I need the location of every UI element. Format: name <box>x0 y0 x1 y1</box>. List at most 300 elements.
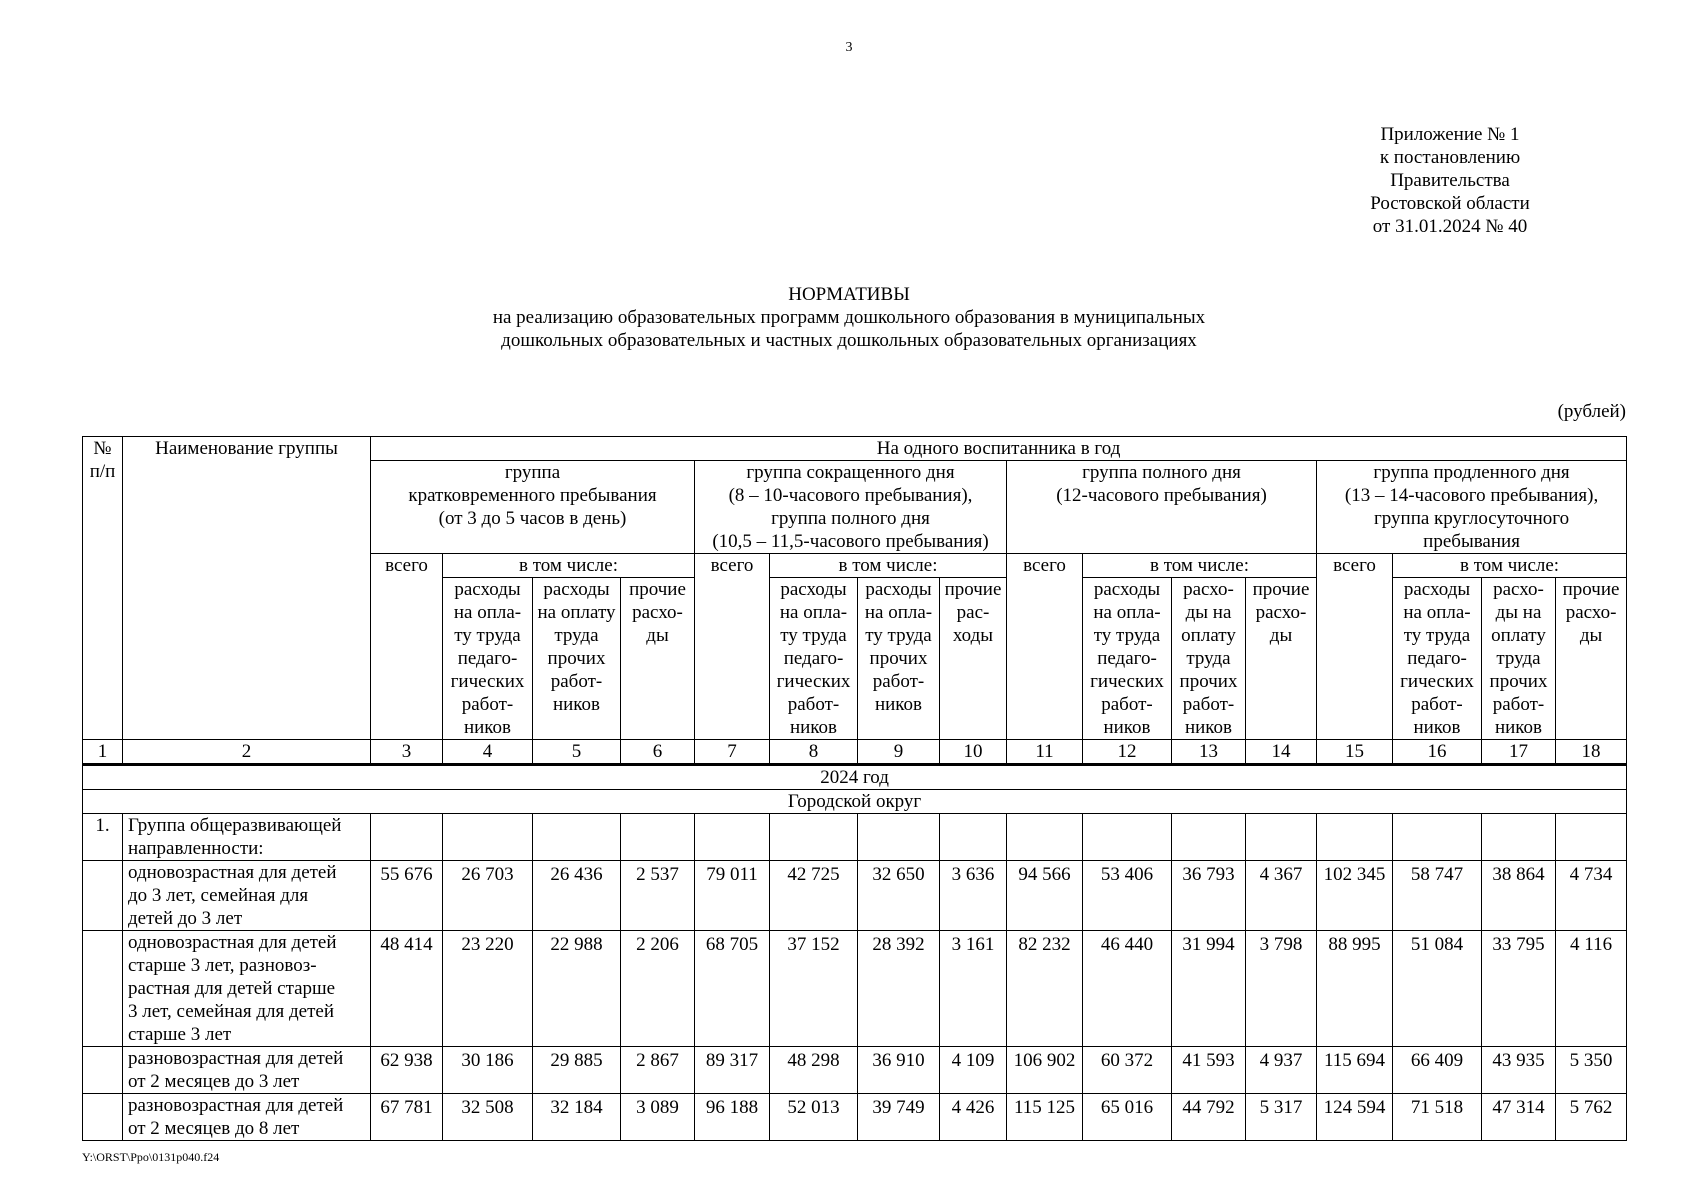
value-cell <box>858 931 940 1047</box>
cell-line: 10 <box>963 741 983 762</box>
cell-line: прочие <box>1252 579 1310 600</box>
district-row <box>83 790 1627 814</box>
value-cell <box>940 931 1007 1047</box>
row-name <box>123 931 371 1047</box>
value-cell <box>533 931 621 1047</box>
cell-line: 26 703 <box>461 864 514 885</box>
value-cell <box>695 861 770 931</box>
cell-line: работ- <box>1411 694 1463 715</box>
cell-line: ту труда <box>1403 625 1471 646</box>
value-cell <box>1007 931 1083 1047</box>
value-cell <box>1246 861 1317 931</box>
cell-line: 3 <box>401 741 412 762</box>
cell-line: в том числе: <box>1149 555 1250 576</box>
cell-line: кратковременного пребывания <box>408 485 657 506</box>
value-cell <box>443 861 533 931</box>
empty-cell <box>858 814 940 861</box>
cell-line: детей до 3 лет <box>128 908 243 929</box>
value-cell <box>1556 1094 1627 1141</box>
cell-line: 9 <box>893 741 904 762</box>
value-cell <box>1482 861 1556 931</box>
cell-line: 4 367 <box>1259 864 1303 885</box>
value-cell <box>1083 931 1172 1047</box>
cell-line: 68 705 <box>705 934 759 955</box>
table-row <box>83 931 1627 1047</box>
cell-line: всего <box>1023 555 1066 576</box>
cell-line: 33 795 <box>1492 934 1545 955</box>
value-cell <box>1556 861 1627 931</box>
column-number <box>371 740 443 765</box>
appendix-line: Ростовской области <box>1370 193 1530 214</box>
cell-line: прочих <box>869 648 928 669</box>
cell-line: 58 747 <box>1410 864 1464 885</box>
cell-line: 115 694 <box>1323 1050 1386 1071</box>
cell-line: ды <box>646 625 669 646</box>
cell-line: ды <box>1269 625 1293 646</box>
cell-line: разновозрастная для детей <box>128 1095 344 1116</box>
cell-line: пребывания <box>1423 531 1520 552</box>
empty-cell <box>443 814 533 861</box>
cell-line: ту труда <box>780 625 847 646</box>
value-cell <box>1317 861 1393 931</box>
column-number <box>621 740 695 765</box>
value-cell <box>621 1047 695 1094</box>
cell-line: ников <box>552 694 601 715</box>
value-cell <box>1172 1094 1246 1141</box>
column-number <box>1393 740 1482 765</box>
cell-line: ников <box>1413 717 1461 738</box>
page-number: 3 <box>845 40 853 55</box>
cell-line: на оплату <box>537 602 616 623</box>
cell-line: 71 518 <box>1410 1097 1464 1118</box>
value-cell <box>1246 931 1317 1047</box>
cell-line: 2024 год <box>820 767 889 788</box>
header-sub <box>1172 578 1246 740</box>
value-cell <box>770 861 858 931</box>
value-cell <box>858 861 940 931</box>
row-number <box>83 931 123 1047</box>
cell-line: группа сокращенного дня <box>746 462 955 483</box>
header-sub <box>858 578 940 740</box>
cell-line: 106 902 <box>1013 1050 1076 1071</box>
cell-line: 4 <box>482 741 493 762</box>
appendix-block <box>1300 123 1600 238</box>
header-total <box>1007 554 1083 740</box>
cell-line: 12 <box>1117 741 1137 762</box>
column-number <box>940 740 1007 765</box>
header-total <box>695 554 770 740</box>
cell-line: одновозрастная для детей <box>128 862 337 883</box>
cell-line: 6 <box>652 741 663 762</box>
cell-line: 2 867 <box>636 1050 679 1071</box>
cell-line: ников <box>463 717 512 738</box>
cell-line: ды на <box>1495 602 1542 623</box>
cell-line: 32 508 <box>461 1097 514 1118</box>
value-cell <box>1172 861 1246 931</box>
cell-line: 2 537 <box>636 864 679 885</box>
cell-line: гических <box>776 671 851 692</box>
value-cell <box>371 1094 443 1141</box>
cell-line: расходы <box>454 579 521 600</box>
cell-line: педаго- <box>1097 648 1157 669</box>
title-line-1: на реализацию образовательных программ дошкольного образования в муниципальных <box>492 307 1206 328</box>
cell-line: от 2 месяцев до 3 лет <box>128 1071 300 1092</box>
empty-cell <box>1083 814 1172 861</box>
cell-line: 2 206 <box>636 934 679 955</box>
cell-line: 39 749 <box>872 1097 925 1118</box>
cell-line: ту труда <box>1093 625 1161 646</box>
cell-line: 1. <box>95 815 110 836</box>
value-cell <box>1246 1094 1317 1141</box>
cell-line: оплату <box>1181 625 1236 646</box>
header-including <box>1393 554 1627 578</box>
cell-line: труда <box>1496 648 1541 669</box>
value-cell <box>533 1094 621 1141</box>
value-cell <box>371 931 443 1047</box>
cell-line: педаго- <box>1407 648 1467 669</box>
row-name <box>123 1047 371 1094</box>
row-number <box>83 1094 123 1141</box>
header-including <box>443 554 695 578</box>
cell-line: 4 116 <box>1570 934 1613 955</box>
value-cell <box>621 861 695 931</box>
header-sub <box>1556 578 1627 740</box>
cell-line: ников <box>1103 717 1151 738</box>
cell-line: расхо- <box>1565 602 1617 623</box>
cell-line: 51 084 <box>1410 934 1464 955</box>
cell-line: 48 298 <box>787 1050 840 1071</box>
cell-line: гических <box>1090 671 1164 692</box>
cell-line: работ- <box>1101 694 1153 715</box>
cell-line: работ- <box>872 671 925 692</box>
cell-line: 62 938 <box>380 1050 433 1071</box>
cell-line: 5 <box>571 741 582 762</box>
header-name <box>123 437 371 740</box>
cell-line: прочих <box>1489 671 1548 692</box>
column-number <box>533 740 621 765</box>
header-sub <box>1482 578 1556 740</box>
value-cell <box>1172 931 1246 1047</box>
empty-cell <box>621 814 695 861</box>
value-cell <box>1246 1047 1317 1094</box>
value-cell <box>371 861 443 931</box>
cell-line: всего <box>710 555 754 576</box>
empty-cell <box>1246 814 1317 861</box>
cell-line: расходы <box>543 579 610 600</box>
header-per-child <box>371 437 1627 461</box>
cell-line: старше 3 лет <box>128 1024 232 1045</box>
cell-line: ту труда <box>865 625 932 646</box>
value-cell <box>1317 1047 1393 1094</box>
cell-line: (10,5 – 11,5-часового пребывания) <box>712 531 989 552</box>
value-cell <box>1317 931 1393 1047</box>
cell-line: оплату <box>1491 625 1546 646</box>
empty-cell <box>695 814 770 861</box>
group-title <box>123 814 371 861</box>
cell-line: прочих <box>1179 671 1238 692</box>
value-cell <box>695 1047 770 1094</box>
table-row <box>83 861 1627 931</box>
value-cell <box>1482 1047 1556 1094</box>
cell-line: 22 988 <box>550 934 603 955</box>
cell-line: 94 566 <box>1018 864 1071 885</box>
value-cell <box>1482 1094 1556 1141</box>
empty-cell <box>533 814 621 861</box>
cell-line: 53 406 <box>1100 864 1154 885</box>
column-number <box>83 740 123 765</box>
value-cell <box>1083 861 1172 931</box>
cell-line: 42 725 <box>787 864 840 885</box>
cell-line: на опла- <box>779 602 848 623</box>
cell-line: ту труда <box>454 625 521 646</box>
cell-line: расходы <box>865 579 932 600</box>
cell-line: п/п <box>89 461 116 482</box>
cell-line: на опла- <box>864 602 933 623</box>
cell-line: 29 885 <box>550 1050 603 1071</box>
cell-line: 8 <box>808 741 819 762</box>
header-group <box>1317 461 1627 554</box>
cell-line: 30 186 <box>461 1050 514 1071</box>
value-cell <box>533 1047 621 1094</box>
cell-line: 3 798 <box>1259 934 1303 955</box>
header-sub <box>443 578 533 740</box>
value-cell <box>1393 931 1482 1047</box>
cell-line: 3 лет, семейная для детей <box>128 1001 334 1022</box>
header-sub <box>1083 578 1172 740</box>
cell-line: 52 013 <box>787 1097 840 1118</box>
cell-line: 11 <box>1035 741 1054 762</box>
cell-line: (13 – 14-часового пребывания), <box>1344 485 1599 506</box>
column-number <box>1083 740 1172 765</box>
cell-line: 5 762 <box>1569 1097 1613 1118</box>
empty-cell <box>1482 814 1556 861</box>
cell-line: расхо- <box>632 602 683 623</box>
value-cell <box>371 1047 443 1094</box>
value-cell <box>695 1094 770 1141</box>
cell-line: 67 781 <box>380 1097 433 1118</box>
cell-line: 7 <box>727 741 737 762</box>
cell-line: педаго- <box>457 648 518 669</box>
cell-line: 26 436 <box>550 864 603 885</box>
units-label: (рублей) <box>1557 401 1626 422</box>
value-cell <box>940 861 1007 931</box>
cell-line: 38 864 <box>1492 864 1545 885</box>
cell-line: на опла- <box>453 602 522 623</box>
cell-line: ников <box>1494 717 1543 738</box>
header-sub <box>621 578 695 740</box>
cell-line: рас- <box>956 602 990 623</box>
cell-line: (от 3 до 5 часов в день) <box>438 508 627 529</box>
cell-line: 4 426 <box>951 1097 995 1118</box>
cell-line: 66 409 <box>1410 1050 1464 1071</box>
header-including <box>770 554 1007 578</box>
cell-line: работ- <box>787 694 840 715</box>
norms-table <box>82 436 1627 1141</box>
cell-line: 36 793 <box>1182 864 1235 885</box>
cell-line: ды <box>1579 625 1603 646</box>
column-number <box>1246 740 1317 765</box>
value-cell <box>770 1094 858 1141</box>
cell-line: 15 <box>1345 741 1364 762</box>
cell-line: 44 792 <box>1182 1097 1235 1118</box>
value-cell <box>443 1094 533 1141</box>
value-cell <box>443 931 533 1047</box>
title-heading: НОРМАТИВЫ <box>788 284 910 305</box>
column-number <box>1556 740 1627 765</box>
cell-line: группа полного дня <box>1082 462 1241 483</box>
header-sub <box>940 578 1007 740</box>
cell-line: ников <box>1184 717 1233 738</box>
value-cell <box>858 1094 940 1141</box>
value-cell <box>1172 1047 1246 1094</box>
cell-line: 36 910 <box>872 1050 925 1071</box>
cell-line: 32 184 <box>550 1097 603 1118</box>
cell-line: Городской округ <box>787 791 922 812</box>
value-cell <box>1556 1047 1627 1094</box>
cell-line: 102 345 <box>1323 864 1386 885</box>
cell-line: старше 3 лет, разновоз- <box>128 955 317 976</box>
cell-line: до 3 лет, семейная для <box>128 885 309 906</box>
cell-line: 17 <box>1509 741 1528 762</box>
value-cell <box>443 1047 533 1094</box>
cell-line: 18 <box>1581 741 1601 762</box>
column-number <box>858 740 940 765</box>
cell-line: 3 089 <box>636 1097 679 1118</box>
header-sub <box>1246 578 1317 740</box>
cell-line: прочих <box>547 648 606 669</box>
cell-line: всего <box>1333 555 1376 576</box>
value-cell <box>1083 1047 1172 1094</box>
row-number <box>83 861 123 931</box>
empty-cell <box>770 814 858 861</box>
value-cell <box>1317 1094 1393 1141</box>
file-path-footer: Y:\ORST\Ppo\0131p040.f24 <box>82 1150 220 1164</box>
value-cell <box>695 931 770 1047</box>
cell-line: 89 317 <box>705 1050 759 1071</box>
group-number <box>83 814 123 861</box>
cell-line: ников <box>874 694 923 715</box>
cell-line: 32 650 <box>872 864 925 885</box>
value-cell <box>1007 1094 1083 1141</box>
header-group <box>1007 461 1317 554</box>
cell-line: растная для детей старше <box>128 978 336 999</box>
cell-line: на опла- <box>1093 602 1161 623</box>
cell-line: на опла- <box>1403 602 1471 623</box>
value-cell <box>1482 931 1556 1047</box>
cell-line: На одного воспитанника в год <box>876 438 1121 459</box>
empty-cell <box>1393 814 1482 861</box>
cell-line: 47 314 <box>1492 1097 1545 1118</box>
cell-line: 16 <box>1427 741 1447 762</box>
cell-line: (12-часового пребывания) <box>1056 485 1267 506</box>
table-row <box>83 1094 1627 1141</box>
document-title <box>0 283 1698 352</box>
cell-line: в том числе: <box>1460 555 1560 576</box>
cell-line: расхо- <box>1183 579 1234 600</box>
header-group <box>695 461 1007 554</box>
cell-line: педаго- <box>783 648 844 669</box>
cell-line: разновозрастная для детей <box>128 1048 344 1069</box>
cell-line: 3 161 <box>951 934 995 955</box>
row-name <box>123 861 371 931</box>
value-cell <box>940 1094 1007 1141</box>
cell-line: 37 152 <box>787 934 840 955</box>
column-number <box>770 740 858 765</box>
cell-line: 115 125 <box>1013 1097 1076 1118</box>
value-cell <box>621 931 695 1047</box>
appendix-line: Правительства <box>1390 170 1510 191</box>
value-cell <box>1393 1047 1482 1094</box>
cell-line: 4 109 <box>951 1050 995 1071</box>
header-sub <box>533 578 621 740</box>
cell-line: 13 <box>1199 741 1218 762</box>
cell-line: одновозрастная для детей <box>128 932 337 953</box>
cell-line: 48 414 <box>380 934 433 955</box>
cell-line: 28 392 <box>872 934 925 955</box>
appendix-line: Приложение № 1 <box>1380 124 1520 145</box>
cell-line: расходы <box>1403 579 1471 600</box>
cell-line: ников <box>789 717 838 738</box>
appendix-line: от 31.01.2024 № 40 <box>1372 216 1528 237</box>
cell-line: 82 232 <box>1018 934 1071 955</box>
cell-line: работ- <box>461 694 514 715</box>
value-cell <box>1007 1047 1083 1094</box>
value-cell <box>770 931 858 1047</box>
value-cell <box>1083 1094 1172 1141</box>
cell-line: гических <box>1400 671 1474 692</box>
cell-line: 31 994 <box>1182 934 1235 955</box>
cell-line: в том числе: <box>838 555 938 576</box>
table-row <box>83 1047 1627 1094</box>
cell-line: работ- <box>550 671 603 692</box>
value-cell <box>1007 861 1083 931</box>
cell-line: 5 350 <box>1569 1050 1613 1071</box>
header-total <box>371 554 443 740</box>
column-number <box>1317 740 1393 765</box>
value-cell <box>533 861 621 931</box>
cell-line: 4 734 <box>1569 864 1613 885</box>
cell-line: 2 <box>241 741 252 762</box>
appendix-line: к постановлению <box>1379 147 1521 168</box>
cell-line: гических <box>450 671 525 692</box>
cell-line: 3 636 <box>951 864 995 885</box>
cell-line: группа круглосуточного <box>1373 508 1570 529</box>
cell-line: работ- <box>1492 694 1545 715</box>
row-name <box>123 1094 371 1141</box>
value-cell <box>1393 1094 1482 1141</box>
cell-line: ходы <box>952 625 994 646</box>
cell-line: всего <box>385 555 428 576</box>
cell-line: 1 <box>97 741 108 762</box>
cell-line: прочие <box>944 579 1002 600</box>
value-cell <box>940 1047 1007 1094</box>
empty-cell <box>940 814 1007 861</box>
cell-line: 41 593 <box>1182 1050 1235 1071</box>
column-number <box>123 740 371 765</box>
cell-line: 55 676 <box>380 864 433 885</box>
empty-cell <box>371 814 443 861</box>
cell-line: Наименование группы <box>155 438 338 459</box>
cell-line: 5 317 <box>1259 1097 1303 1118</box>
header-num <box>83 437 123 740</box>
cell-line: 88 995 <box>1328 934 1381 955</box>
value-cell <box>858 1047 940 1094</box>
cell-line: ды на <box>1185 602 1232 623</box>
column-number <box>695 740 770 765</box>
header-sub <box>770 578 858 740</box>
empty-cell <box>1007 814 1083 861</box>
value-cell <box>1393 861 1482 931</box>
